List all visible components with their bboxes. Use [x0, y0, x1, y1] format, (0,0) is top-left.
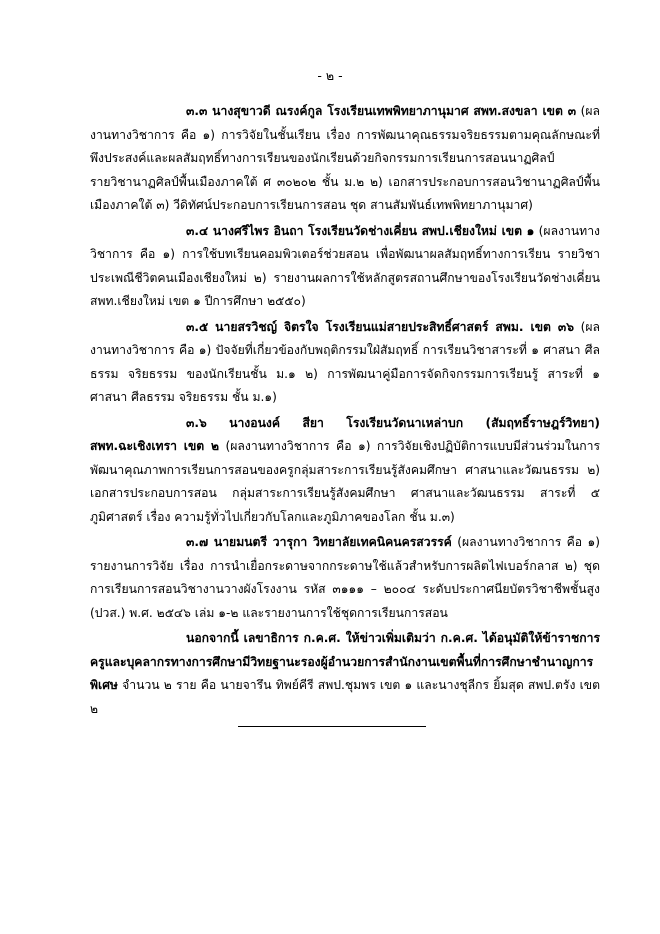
- item-detail: (ผลงานทางวิชาการ คือ ๑) การใช้บทเรียนคอมพิวเตอร์ช่วยสอน เพื่อพัฒนาผลสัมฤทธิ์ทางการเรียน รายวิชาประเพณีชีวิตคนเมืองเชียงใหม่ ๒) รายงานผลการใช้หลักสูตรสถานศึกษาของโรงเรียนวัดช่างเคี่ยน สพท.เชียงใหม่ เขต ๑ ปีการศึกษา ๒๕๕๐): [90, 223, 600, 308]
- closing-paragraph: [90, 627, 600, 721]
- item-heading: ๓.๗ นายมนตรี วารุกา วิทยาลัยเทคนิคนครสวรรค์: [186, 535, 452, 549]
- closing-heading: นอกจากนี้ เลขาธิการ ก.ค.ศ. ให้ข่าวเพิ่มเติมว่า ก.ค.ศ. ได้อนุมัติให้ข้าราชการครูและบุคลากรทางการศึกษามีวิทยฐานะรองผู้อำนวยการสำนักงานเขตพื้นที่การศึกษาชำนาญการพิเศษ: [90, 631, 600, 692]
- closing-detail: จำนวน ๒ ราย คือ นายจารึน ทิพย์คีรี สพป.ชุมพร เขต ๑ และนางชุลีกร ยิ้มสุด สพป.ตรัง เขต ๒: [90, 678, 600, 716]
- list-item: [90, 100, 600, 218]
- item-heading: ๓.๖ นางอนงค์ สียา โรงเรียนวัดนาเหล่าบก (สัมฤทธิ์ราษฎร์วิทยา) สพท.ฉะเชิงเทรา เขต ๒: [90, 415, 600, 453]
- list-item: [90, 531, 600, 625]
- item-detail: (ผลงานทางวิชาการ คือ ๑) การวิจัยเชิงปฏิบัติการแบบมีส่วนร่วมในการพัฒนาคุณภาพการเรียนการสอนของครูกลุ่มสาระการเรียนรู้สังคมศึกษา ศาสนาและวัฒนธรรม ๒) เอกสารประกอบการสอน กลุ่มสาระการเรียนรู้สังคมศึกษา ศาสนาและวัฒนธรรม สาระที่ ๕ ภูมิศาสตร์ เรื่อง ความรู้ทั่วไปเกี่ยวกับโลกและภูมิภาคของโลก ชั้น ม.๓): [90, 439, 600, 524]
- item-detail: (ผลงานทางวิชาการ คือ ๑) รายงานการวิจัย เรื่อง การนำเยื่อกระดาษจากกระดาษใช้แล้วสำหรับการผลิตไฟเบอร์กลาส ๒) ชุดการเรียนการสอนวิชางานวางผังโรงงาน รหัส ๓๑๑๑ – ๒๐๐๔ ระดับประกาศนียบัตรวิชาชีพชั้นสูง (ปวส.) พ.ศ. ๒๕๔๖ เล่ม ๑-๒ และรายงานการใช้ชุดการเรียนการสอน: [90, 535, 600, 620]
- list-item: [90, 412, 600, 530]
- list-item: [90, 220, 600, 314]
- document-body: [90, 100, 600, 721]
- page-number: - ๒ -: [317, 68, 343, 83]
- item-detail: (ผลงานทางวิชาการ คือ ๑) การวิจัยในชั้นเรียน เรื่อง การพัฒนาคุณธรรมจริยธรรมตามคุณลักษณะที่พึงประสงค์และผลสัมฤทธิ์ทางการเรียนของนักเรียนด้วยกิจกรรมการเรียนการสอนนาฏศิลป์ รายวิชานาฏศิลป์พื้นเมืองภาคใต้ ศ ๓๐๒๐๒ ชั้น ม.๒ ๒) เอกสารประกอบการสอนวิชานาฏศิลป์พื้นเมืองภาคใต้ ๓) วีดิทัศน์ประกอบการเรียนการสอน ชุด สานสัมพันธ์เทพพิทยาภานุมาศ): [90, 104, 600, 212]
- item-detail: (ผลงานทางวิชาการ คือ ๑) ปัจจัยที่เกี่ยวข้องกับพฤติกรรมใฝ่สัมฤทธิ์ การเรียนวิชาสาระที่ ๑ ศาสนา ศีลธรรม จริยธรรม ของนักเรียนชั้น ม.๑ ๒) การพัฒนาคู่มือการจัดกิจกรรมการเรียนรู้ สาระที่ ๑ ศาสนา ศีลธรรม จริยธรรม ชั้น ม.๑): [90, 319, 600, 404]
- list-item: [90, 316, 600, 410]
- item-heading: ๓.๕ นายสรวิชญ์ จิตรใจ โรงเรียนแม่สายประสิทธิ์ศาสตร์ สพม. เขต ๓๖: [186, 319, 574, 334]
- item-heading: ๓.๔ นางศรีไพร อินถา โรงเรียนวัดช่างเคี่ยน สพป.เชียงใหม่ เขต ๑: [186, 223, 535, 238]
- end-divider: [238, 726, 426, 727]
- item-heading: ๓.๓ นางสุขาวดี ณรงค์กูล โรงเรียนเทพพิทยาภานุมาศ สพท.สงขลา เขต ๓: [186, 104, 577, 118]
